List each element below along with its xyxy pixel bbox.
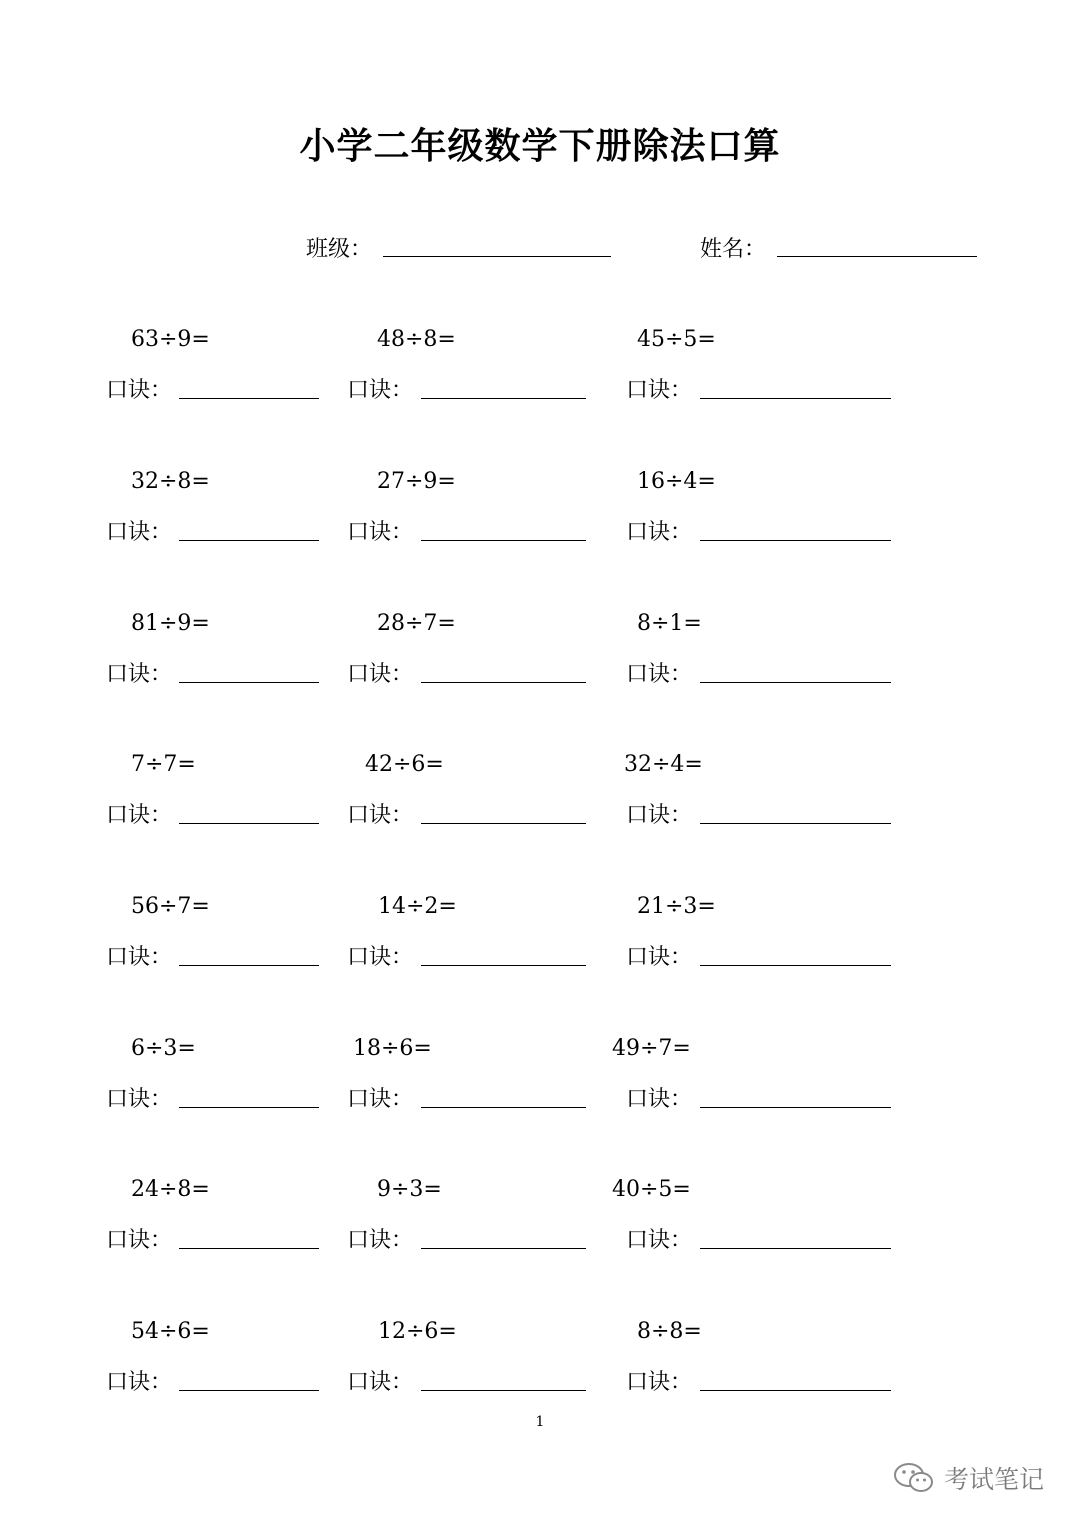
- mnemonic-answer-blank[interactable]: [179, 1390, 319, 1391]
- mnemonic-label: 口诀：: [106, 1228, 173, 1253]
- mnemonic-label: 口诀：: [106, 1087, 173, 1112]
- mnemonic-answer-blank[interactable]: [700, 682, 891, 683]
- mnemonic-answer-blank[interactable]: [179, 682, 319, 683]
- division-problem: 42÷6=: [365, 752, 444, 777]
- mnemonic-answer-blank[interactable]: [700, 398, 891, 399]
- mnemonic-answer-blank[interactable]: [179, 540, 319, 541]
- mnemonic-label: 口诀：: [106, 378, 173, 403]
- mnemonic-label: 口诀：: [626, 378, 693, 403]
- name-label: 姓名：: [700, 237, 767, 262]
- division-problem: 24÷8=: [131, 1177, 210, 1202]
- mnemonic-label: 口诀：: [347, 1370, 414, 1395]
- division-problem: 63÷9=: [131, 327, 210, 352]
- mnemonic-label: 口诀：: [626, 1087, 693, 1112]
- mnemonic-answer-blank[interactable]: [421, 823, 586, 824]
- mnemonic-answer-blank[interactable]: [421, 682, 586, 683]
- mnemonic-label: 口诀：: [106, 662, 173, 687]
- mnemonic-label: 口诀：: [106, 520, 173, 545]
- mnemonic-label: 口诀：: [347, 378, 414, 403]
- class-label: 班级：: [306, 237, 373, 262]
- division-problem: 48÷8=: [377, 327, 456, 352]
- mnemonic-answer-blank[interactable]: [421, 398, 586, 399]
- division-problem: 45÷5=: [637, 327, 716, 352]
- mnemonic-label: 口诀：: [347, 945, 414, 970]
- division-problem: 32÷8=: [131, 469, 210, 494]
- mnemonic-answer-blank[interactable]: [700, 1107, 891, 1108]
- mnemonic-answer-blank[interactable]: [700, 1248, 891, 1249]
- division-problem: 16÷4=: [637, 469, 716, 494]
- mnemonic-answer-blank[interactable]: [179, 965, 319, 966]
- mnemonic-label: 口诀：: [106, 945, 173, 970]
- mnemonic-label: 口诀：: [347, 662, 414, 687]
- mnemonic-label: 口诀：: [626, 945, 693, 970]
- division-problem: 56÷7=: [131, 894, 210, 919]
- division-problem: 32÷4=: [624, 752, 703, 777]
- division-problem: 6÷3=: [131, 1036, 196, 1061]
- mnemonic-answer-blank[interactable]: [421, 540, 586, 541]
- division-problem: 81÷9=: [131, 611, 210, 636]
- name-field[interactable]: [777, 256, 977, 257]
- mnemonic-answer-blank[interactable]: [421, 965, 586, 966]
- mnemonic-label: 口诀：: [347, 520, 414, 545]
- wechat-icon: [892, 1461, 936, 1495]
- mnemonic-label: 口诀：: [626, 1370, 693, 1395]
- mnemonic-label: 口诀：: [106, 1370, 173, 1395]
- mnemonic-label: 口诀：: [347, 1228, 414, 1253]
- mnemonic-answer-blank[interactable]: [179, 1107, 319, 1108]
- division-problem: 9÷3=: [377, 1177, 442, 1202]
- mnemonic-label: 口诀：: [626, 1228, 693, 1253]
- division-problem: 14÷2=: [378, 894, 457, 919]
- mnemonic-answer-blank[interactable]: [179, 398, 319, 399]
- mnemonic-label: 口诀：: [347, 1087, 414, 1112]
- mnemonic-answer-blank[interactable]: [179, 1248, 319, 1249]
- class-field[interactable]: [383, 256, 611, 257]
- mnemonic-answer-blank[interactable]: [700, 540, 891, 541]
- mnemonic-answer-blank[interactable]: [700, 1390, 891, 1391]
- mnemonic-label: 口诀：: [106, 803, 173, 828]
- division-problem: 49÷7=: [612, 1036, 691, 1061]
- mnemonic-answer-blank[interactable]: [421, 1107, 586, 1108]
- division-problem: 12÷6=: [378, 1319, 457, 1344]
- division-problem: 8÷8=: [637, 1319, 702, 1344]
- watermark: [892, 1460, 1044, 1496]
- mnemonic-answer-blank[interactable]: [179, 823, 319, 824]
- mnemonic-label: 口诀：: [626, 803, 693, 828]
- division-problem: 27÷9=: [377, 469, 456, 494]
- page-number: 1: [535, 1414, 545, 1430]
- watermark-text: 考试笔记: [944, 1465, 1045, 1494]
- division-problem: 40÷5=: [612, 1177, 691, 1202]
- division-problem: 8÷1=: [637, 611, 702, 636]
- mnemonic-label: 口诀：: [347, 803, 414, 828]
- mnemonic-answer-blank[interactable]: [421, 1248, 586, 1249]
- mnemonic-label: 口诀：: [626, 520, 693, 545]
- mnemonic-label: 口诀：: [626, 662, 693, 687]
- mnemonic-answer-blank[interactable]: [700, 823, 891, 824]
- mnemonic-answer-blank[interactable]: [421, 1390, 586, 1391]
- mnemonic-answer-blank[interactable]: [700, 965, 891, 966]
- page-title: 小学二年级数学下册除法口算: [299, 126, 781, 167]
- division-problem: 21÷3=: [637, 894, 716, 919]
- division-problem: 28÷7=: [377, 611, 456, 636]
- division-problem: 54÷6=: [131, 1319, 210, 1344]
- division-problem: 7÷7=: [131, 752, 196, 777]
- division-problem: 18÷6=: [353, 1036, 432, 1061]
